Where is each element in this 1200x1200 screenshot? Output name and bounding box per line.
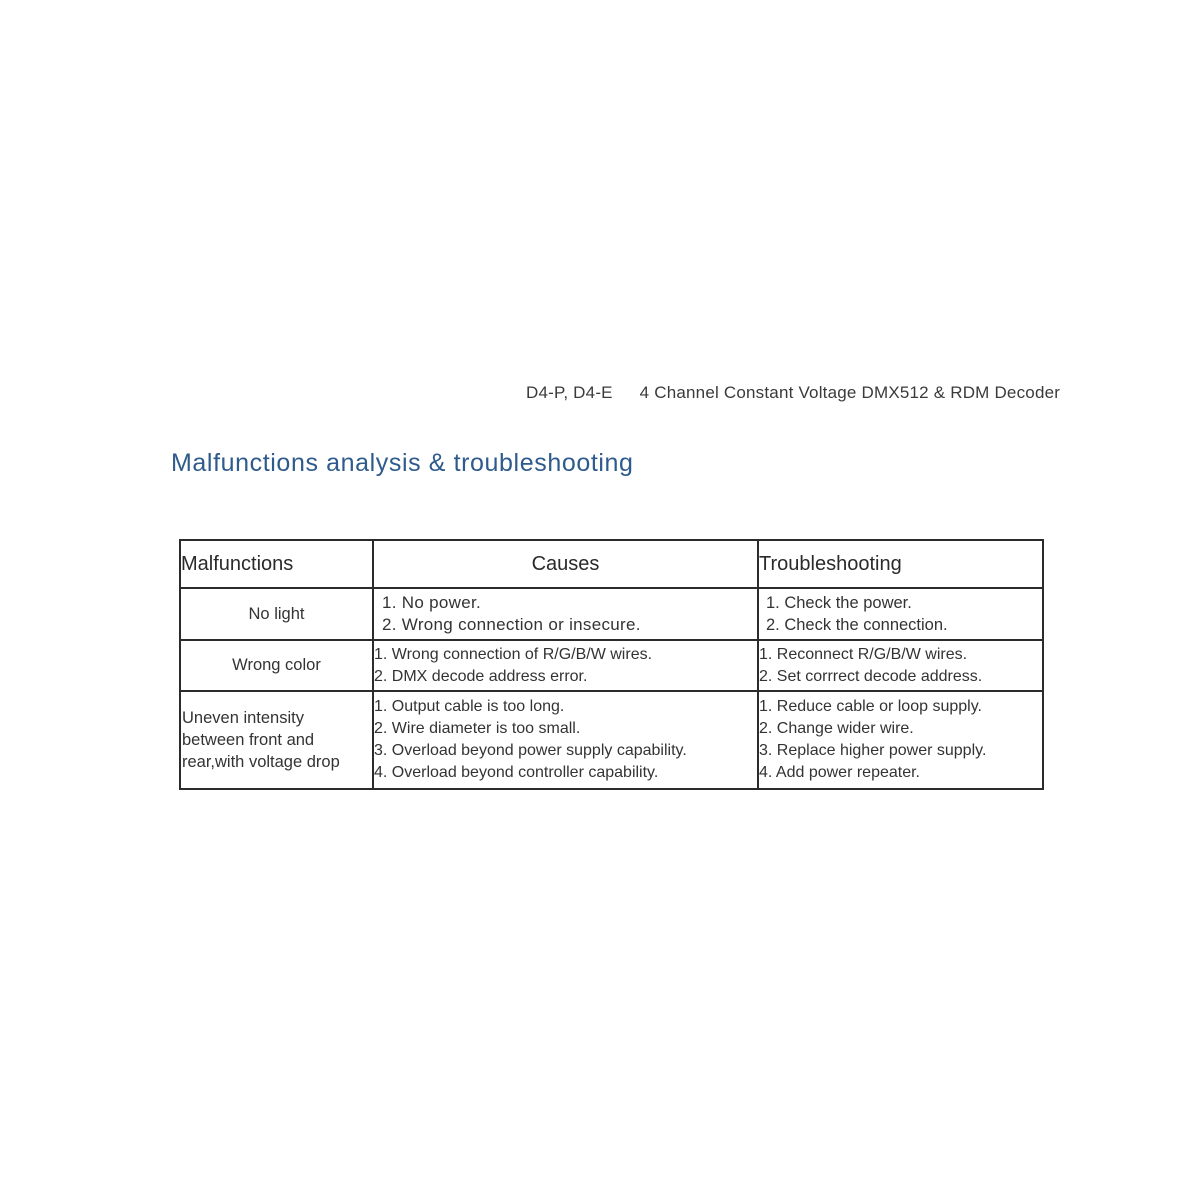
- fix-item: 4. Add power repeater.: [759, 764, 920, 781]
- fix-item: 2. Change wider wire.: [759, 720, 914, 737]
- fix-item: 3. Replace higher power supply.: [759, 742, 987, 759]
- cause-item: 1. Wrong connection of R/G/B/W wires.: [374, 645, 653, 663]
- product-name: 4 Channel Constant Voltage DMX512 & RDM Decoder: [639, 383, 1061, 402]
- table-row: [180, 691, 1043, 789]
- fixes-cell: [758, 588, 1043, 640]
- malfunction-text: rear,with voltage drop: [182, 753, 340, 771]
- malfunction-cell: [180, 588, 373, 640]
- table-row: [180, 640, 1043, 691]
- model-numbers: D4-P, D4-E: [526, 383, 613, 402]
- malfunction-text: Uneven intensity: [182, 709, 304, 727]
- table-header-row: [180, 540, 1043, 588]
- section-title: Malfunctions analysis & troubleshooting: [171, 449, 634, 477]
- fix-item: 1. Reduce cable or loop supply.: [759, 698, 982, 715]
- table-row: [180, 588, 1043, 640]
- causes-cell: [373, 588, 758, 640]
- cause-item: 2. DMX decode address error.: [374, 667, 588, 685]
- cause-item: 2. Wrong connection or insecure.: [382, 615, 641, 634]
- malfunction-text: between front and: [182, 731, 315, 749]
- cause-item: 3. Overload beyond power supply capability.: [374, 742, 687, 759]
- header-malfunctions: Malfunctions: [180, 540, 373, 588]
- header-troubleshooting: Troubleshooting: [758, 540, 1043, 588]
- causes-cell: [373, 691, 758, 789]
- fix-item: 1. Reconnect R/G/B/W wires.: [759, 645, 968, 663]
- fix-item: 2. Set corrrect decode address.: [759, 667, 983, 685]
- document-header: [526, 383, 1086, 403]
- malfunction-cell: [180, 691, 373, 789]
- causes-cell: [373, 640, 758, 691]
- troubleshooting-table: [179, 539, 1044, 790]
- cause-item: 1. Output cable is too long.: [374, 698, 565, 715]
- fixes-cell: [758, 691, 1043, 789]
- cause-item: 4. Overload beyond controller capability.: [374, 764, 659, 781]
- fix-item: 1. Check the power.: [766, 594, 912, 612]
- header-causes: Causes: [373, 540, 758, 588]
- malfunction-text: No light: [248, 604, 305, 623]
- fix-item: 2. Check the connection.: [766, 616, 948, 634]
- malfunction-text: Wrong color: [232, 656, 321, 674]
- fixes-cell: [758, 640, 1043, 691]
- malfunction-cell: [180, 640, 373, 691]
- cause-item: 2. Wire diameter is too small.: [374, 720, 581, 737]
- cause-item: 1. No power.: [382, 593, 482, 612]
